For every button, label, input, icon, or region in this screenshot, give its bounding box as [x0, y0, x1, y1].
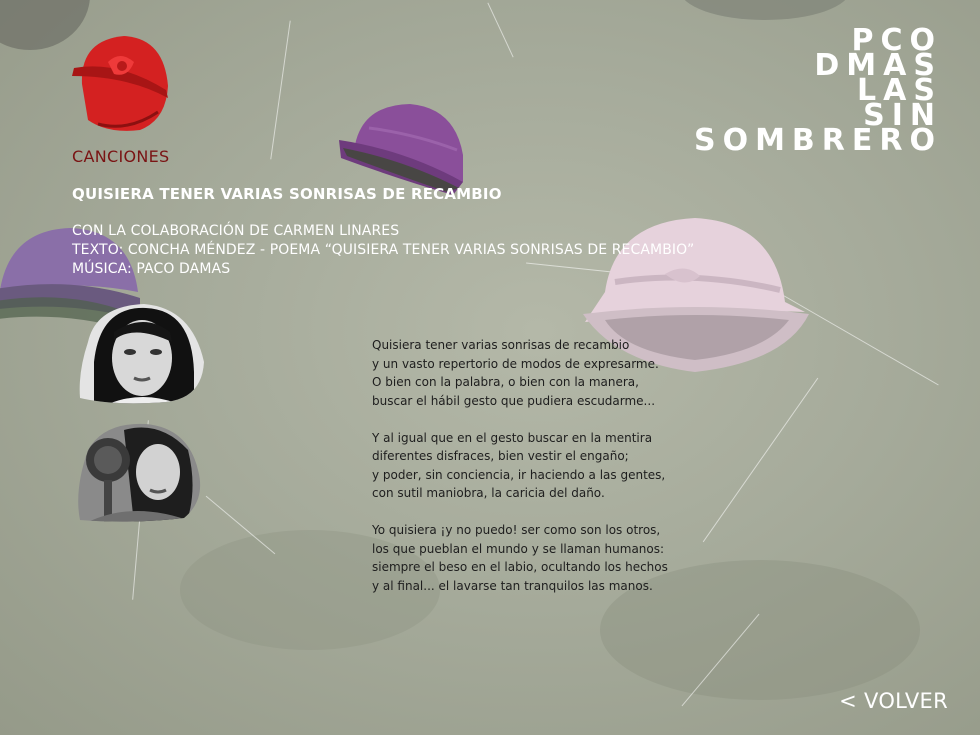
poem-text — [372, 336, 668, 614]
song-credits — [72, 222, 694, 279]
section-label-canciones[interactable]: CANCIONES — [72, 147, 170, 166]
logo-line: LAS — [857, 73, 942, 108]
scratch-line — [703, 378, 819, 542]
red-cloche-hat-icon — [68, 32, 172, 136]
scratch-line — [487, 3, 513, 58]
poem-stanza — [372, 521, 668, 595]
poem-line: y un vasto repertorio de modos de expresarme. — [372, 356, 659, 371]
poem-line: diferentes disfraces, bien vestir el engaño; — [372, 449, 629, 463]
logo-line: PCO — [851, 23, 942, 58]
concha-mendez-portrait — [74, 302, 210, 406]
texture-blob — [680, 0, 850, 20]
poem-line: siempre el beso en el labio, ocultando los hechos — [372, 560, 668, 574]
song-title: QUISIERA TENER VARIAS SONRISAS DE RECAMBIO — [72, 185, 502, 203]
poem-stanza — [372, 336, 668, 410]
poem-line: O bien con la palabra, o bien con la manera, — [372, 375, 639, 389]
poem-line: con sutil maniobra, la caricia del daño. — [372, 486, 605, 500]
scratch-line — [270, 21, 290, 160]
logo-line: DMAS — [814, 48, 942, 83]
credit-line: TEXTO: CONCHA MÉNDEZ - POEMA “QUISIERA TENER VARIAS SONRISAS DE RECAMBIO” — [72, 242, 695, 258]
poem-line: buscar el hábil gesto que pudiera escudarme... — [372, 393, 656, 408]
poem-line: y al final... el lavarse tan tranquilos las manos. — [372, 578, 653, 593]
poem-line: los que pueblan el mundo y se llaman humanos: — [372, 541, 665, 556]
credit-line: CON LA COLABORACIÓN DE CARMEN LINARES — [72, 223, 400, 239]
poem-line: Quisiera tener varias sonrisas de recambio — [372, 338, 630, 352]
poem-line: Yo quisiera ¡y no puedo! ser como son los otros, — [372, 523, 661, 537]
poem-line: y poder, sin conciencia, ir haciendo a las gentes, — [372, 467, 666, 482]
poem-line: Y al igual que en el gesto buscar en la mentira — [372, 430, 653, 445]
carmen-linares-portrait — [74, 420, 210, 524]
credit-line: MÚSICA: PACO DAMAS — [72, 261, 231, 277]
logo-line: SIN — [863, 98, 942, 133]
back-link-volver[interactable]: < VOLVER — [839, 689, 948, 713]
site-logo[interactable] — [693, 23, 942, 158]
logo-line: SOMBRERO — [693, 123, 942, 158]
poem-stanza — [372, 429, 668, 503]
